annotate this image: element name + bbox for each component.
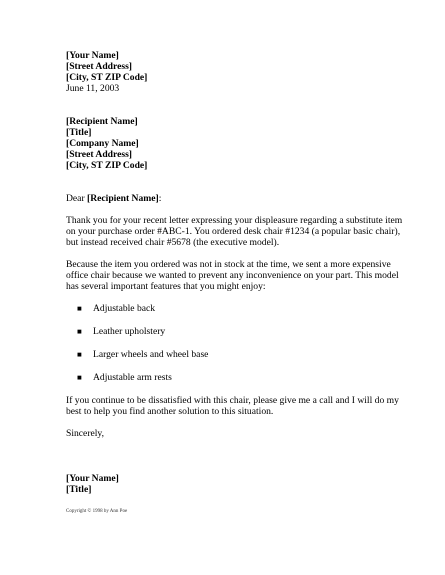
sender-block (66, 50, 406, 94)
recipient-block (66, 116, 406, 171)
signature-title: [Title] (66, 484, 92, 495)
feature-text: Adjustable arm rests (93, 372, 172, 383)
recipient-name: [Recipient Name] (66, 116, 138, 127)
paragraph-line: office chair because we wanted to prevent any inconvenience on your part. This model (66, 270, 399, 281)
sender-street: [Street Address] (66, 61, 132, 72)
recipient-street: [Street Address] (66, 149, 132, 160)
greeting-name: [Recipient Name] (87, 193, 159, 204)
greeting-prefix: Dear (66, 193, 88, 204)
list-item (66, 349, 406, 360)
bullet-icon: ■ (77, 327, 82, 336)
paragraph-line: best to help you find another solution to this situation. (66, 406, 274, 417)
sender-name: [Your Name] (66, 50, 119, 61)
list-item (66, 372, 406, 383)
paragraph-line: Thank you for your recent letter expressing your displeasure regarding a substitute item (66, 215, 403, 226)
sender-city: [City, ST ZIP Code] (66, 72, 148, 83)
paragraph-line: but instead received chair #5678 (the executive model). (66, 237, 280, 248)
paragraph-line: has several important features that you might enjoy: (66, 281, 266, 292)
letter-page (66, 50, 406, 515)
body-paragraph-1 (66, 215, 406, 248)
greeting (66, 193, 406, 204)
feature-list (66, 303, 406, 383)
greeting-suffix: : (158, 193, 162, 204)
copyright-notice: Copyright © 1998 by Ann Poe (66, 509, 128, 514)
feature-text: Larger wheels and wheel base (93, 349, 209, 360)
paragraph-line: Because the item you ordered was not in stock at the time, we sent a more expensive (66, 259, 391, 270)
feature-text: Adjustable back (93, 303, 156, 314)
recipient-city: [City, ST ZIP Code] (66, 160, 148, 171)
recipient-title: [Title] (66, 127, 92, 138)
body-paragraph-2 (66, 259, 406, 292)
bullet-icon: ■ (77, 373, 82, 382)
signature-name: [Your Name] (66, 473, 119, 484)
signoff-text: Sincerely, (66, 428, 105, 439)
feature-text: Leather upholstery (93, 326, 166, 337)
letter-date: June 11, 2003 (66, 83, 120, 94)
paragraph-line: If you continue to be dissatisfied with this chair, please give me a call and I will do my (66, 395, 399, 406)
signoff (66, 428, 406, 439)
bullet-icon: ■ (77, 304, 82, 313)
list-item (66, 326, 406, 337)
signature-block (66, 473, 406, 495)
body-paragraph-3 (66, 395, 406, 417)
paragraph-line: on your purchase order #ABC-1. You ordered desk chair #1234 (a popular basic chair), (66, 226, 401, 237)
recipient-company: [Company Name] (66, 138, 139, 149)
list-item (66, 303, 406, 314)
bullet-icon: ■ (77, 350, 82, 359)
